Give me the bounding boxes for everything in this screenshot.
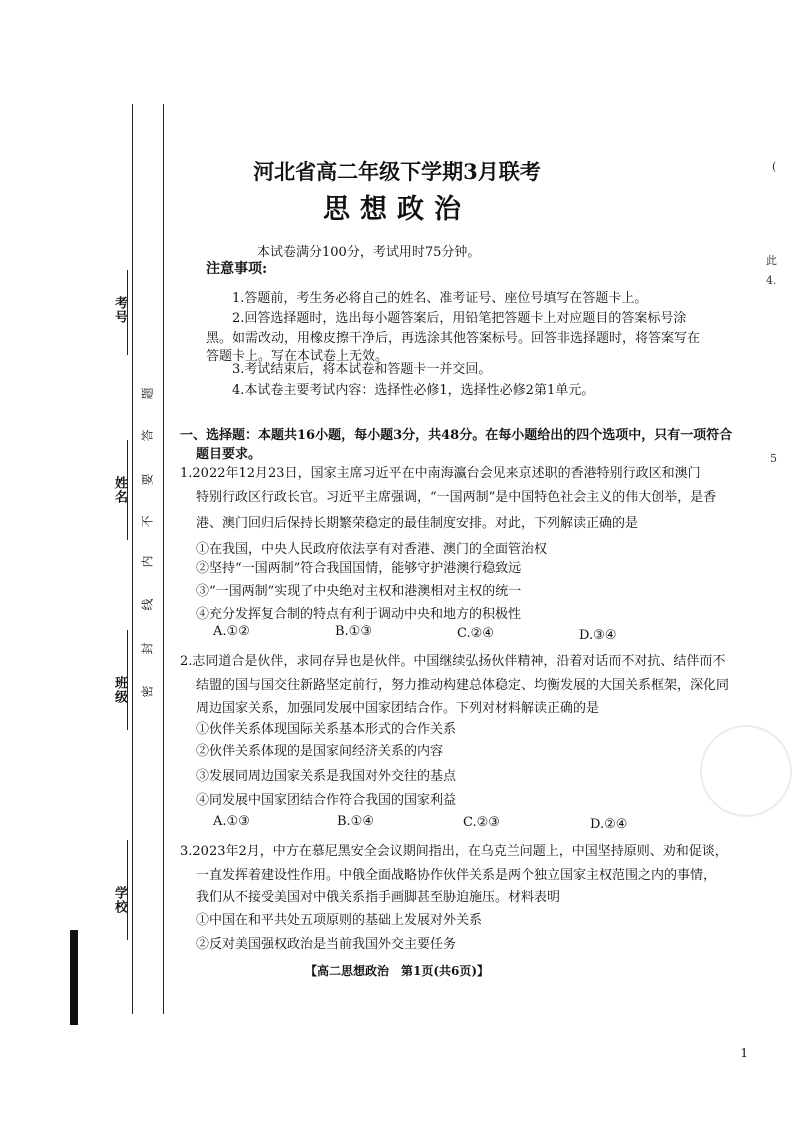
question-item: ③“一国两制”实现了中央绝对主权和港澳相对主权的统一 xyxy=(196,584,522,599)
question-item: ①中国在和平共处五项原则的基础上发展对外关系 xyxy=(196,913,483,928)
name-field[interactable] xyxy=(127,440,128,540)
edge-text: 4. xyxy=(766,274,777,287)
fold-char: 封 xyxy=(140,642,155,655)
answer-option[interactable]: D.③④ xyxy=(579,628,617,643)
edge-text: 此 xyxy=(766,254,777,267)
school-label: 学校 xyxy=(112,886,127,914)
margin-line-inner xyxy=(163,104,164,1014)
question-stem: 特别行政区行政长官。习近平主席强调，“一国两制”是中国特色社会主义的伟大创举，是香 xyxy=(196,490,717,505)
answer-option[interactable]: A.①② xyxy=(213,624,250,639)
notes-line: 3.考试结束后，将本试卷和答题卡一并交回。 xyxy=(232,362,492,377)
answer-option[interactable]: A.①③ xyxy=(213,814,250,829)
section-heading-cont: 题目要求。 xyxy=(196,447,262,462)
question-item: ①在我国，中央人民政府依法享有对香港、澳门的全面管治权 xyxy=(196,542,548,557)
margin-line-outer xyxy=(132,104,133,1014)
question-item: ①伙伴关系体现国际关系基本形式的合作关系 xyxy=(196,722,457,737)
answer-option[interactable]: B.①③ xyxy=(335,624,372,639)
notes-line: 2.回答选择题时，选出每小题答案后，用铅笔把答题卡上对应题目的答案标号涂 xyxy=(232,311,687,326)
notes-line: 1.答题前，考生务必将自己的姓名、准考证号、座位号填写在答题卡上。 xyxy=(232,291,648,306)
question-item: ②伙伴关系体现的是国家间经济关系的内容 xyxy=(196,744,444,759)
edge-text: ( xyxy=(772,160,777,173)
page-footer: 【高二思想政治 第1页(共6页)】 xyxy=(304,964,490,978)
edge-text: 5 xyxy=(770,452,777,465)
fold-char: 不 xyxy=(140,515,155,528)
question-stem: 周边国家关系，加强同发展中国家团结合作。下列对材料解读正确的是 xyxy=(196,701,600,716)
fold-char: 题 xyxy=(140,387,155,400)
answer-option[interactable]: D.②④ xyxy=(590,817,628,832)
answer-option[interactable]: C.②④ xyxy=(457,626,494,641)
exam-no-field[interactable] xyxy=(127,270,128,355)
stamp-mark xyxy=(700,725,792,817)
question-stem: 港、澳门回归后保持长期繁荣稳定的最佳制度安排。对此，下列解读正确的是 xyxy=(196,516,639,531)
question-stem: 3.2023年2月，中方在慕尼黑安全会议期间指出，在乌克兰问题上，中国坚持原则、劝和促谈， xyxy=(180,844,728,859)
section-heading: 一、选择题：本题共16小题，每小题3分，共48分。在每小题给出的四个选项中，只有一项符合 xyxy=(180,428,733,443)
fold-char: 内 xyxy=(140,555,155,568)
class-label: 班级 xyxy=(112,676,127,704)
subject-title: 思想政治 xyxy=(323,194,471,225)
notes-heading: 注意事项: xyxy=(206,261,268,277)
notes-line: 答题卡上。写在本试卷上无效。 xyxy=(206,349,389,364)
question-stem: 结盟的国与国交往新路坚定前行，努力推动构建总体稳定、均衡发展的大国关系框架，深化同 xyxy=(196,678,730,693)
notes-line: 黑。如需改动，用橡皮擦干净后，再选涂其他答案标号。回答非选择题时，将答案写在 xyxy=(206,331,701,346)
answer-option[interactable]: B.①④ xyxy=(337,814,374,829)
question-item: ③发展同周边国家关系是我国对外交往的基点 xyxy=(196,769,457,784)
question-stem: 我们从不接受美国对中俄关系指手画脚甚至胁迫施压。材料表明 xyxy=(196,890,561,905)
question-item: ②坚持“一国两制”符合我国国情，能够守护港澳行稳致远 xyxy=(196,561,522,576)
fold-char: 密 xyxy=(140,685,155,698)
question-stem: 一直发挥着建设性作用。中俄全面战略协作伙伴关系是两个独立国家主权范围之内的事情， xyxy=(196,868,717,883)
class-field[interactable] xyxy=(127,630,128,730)
question-item: ②反对美国强权政治是当前我国外交主要任务 xyxy=(196,937,457,952)
fold-char: 线 xyxy=(140,598,155,611)
fold-char: 要 xyxy=(140,473,155,486)
exam-no-label: 考号 xyxy=(112,296,127,324)
fold-char: 答 xyxy=(140,429,155,442)
question-item: ④同发展中国家团结合作符合我国的国家利益 xyxy=(196,793,457,808)
notes-line: 4.本试卷主要考试内容：选择性必修1，选择性必修2第1单元。 xyxy=(232,383,595,398)
answer-option[interactable]: C.②③ xyxy=(463,815,500,830)
page-number: 1 xyxy=(740,1046,748,1060)
name-label: 姓名 xyxy=(112,476,127,504)
question-item: ④充分发挥复合制的特点有利于调动中央和地方的积极性 xyxy=(196,607,522,622)
question-stem: 1.2022年12月23日，国家主席习近平在中南海瀛台会见来京述职的香港特别行政区和澳门 xyxy=(180,466,701,481)
exam-title: 河北省高二年级下学期3月联考 xyxy=(253,159,541,184)
exam-info: 本试卷满分100分，考试用时75分钟。 xyxy=(257,245,481,260)
school-field[interactable] xyxy=(127,840,128,940)
question-stem: 2.志同道合是伙伴，求同存异也是伙伴。中国继续弘扬伙伴精神，沿着对话而不对抗、结伴而不 xyxy=(180,654,726,669)
